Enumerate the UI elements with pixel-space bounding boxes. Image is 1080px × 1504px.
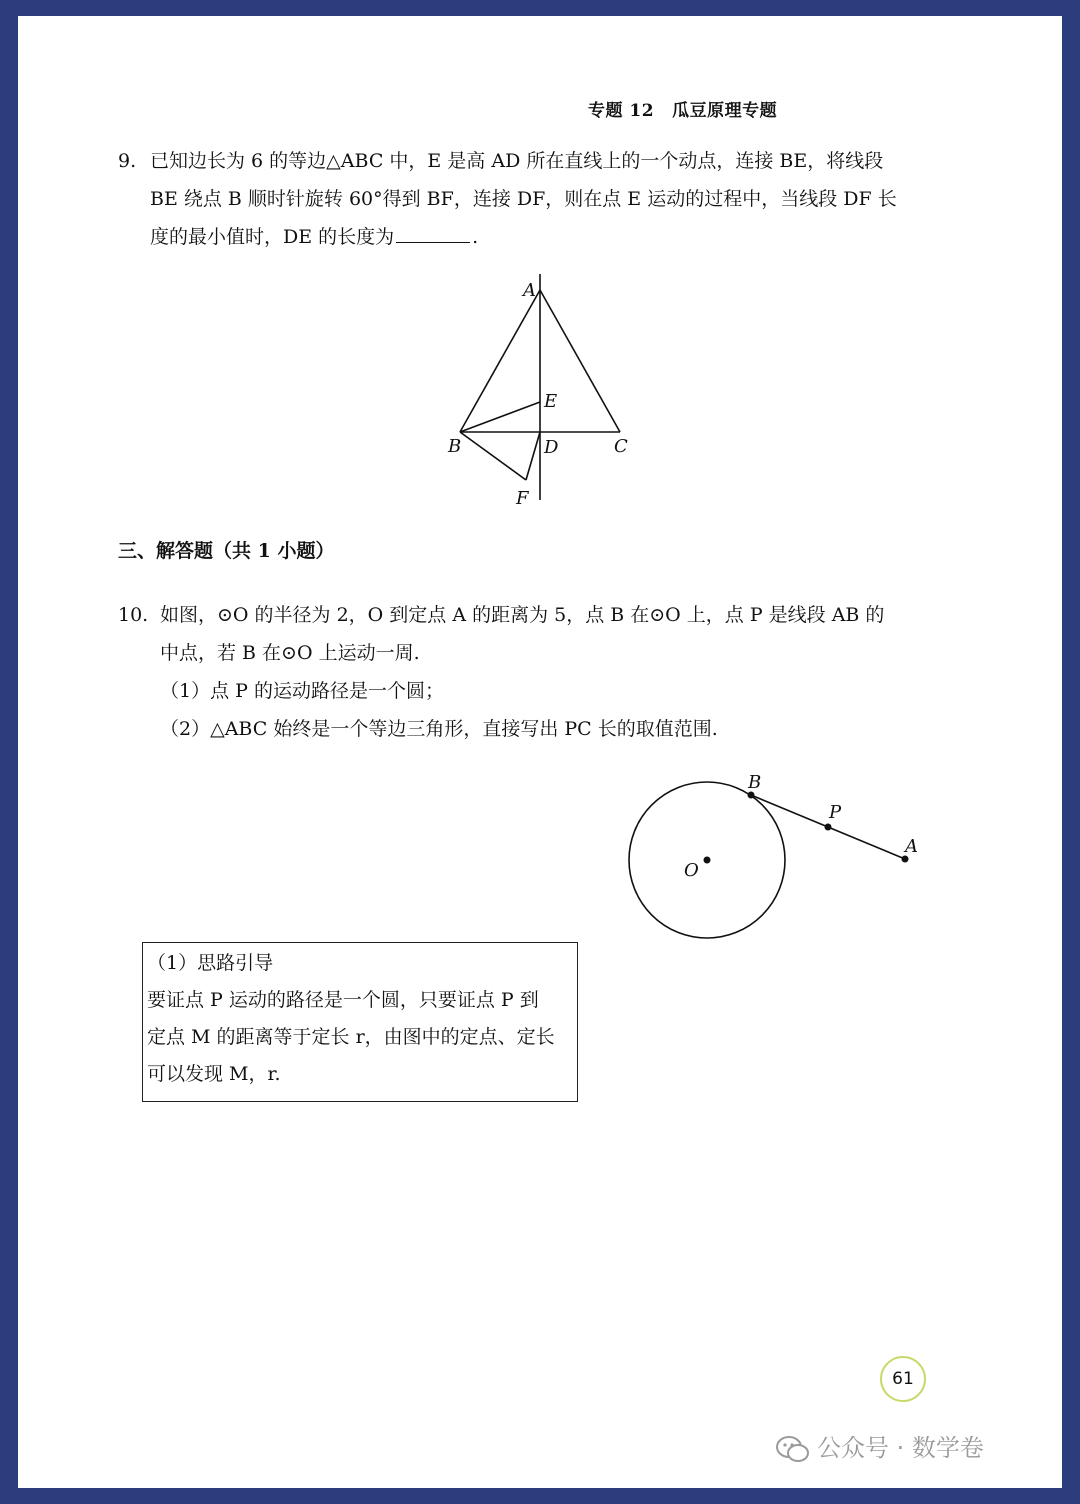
answer-blank[interactable]	[396, 220, 470, 243]
label-a: A	[523, 280, 536, 301]
segment-df	[526, 432, 540, 480]
question-9-line-3-text: 度的最小值时，DE 的长度为	[150, 226, 395, 248]
label-o: O	[684, 860, 699, 881]
label-a2: A	[905, 836, 918, 857]
question-9-number: 9.	[118, 150, 137, 172]
question-9-line-1: 已知边长为 6 的等边△ABC 中，E 是高 AD 所在直线上的一个动点，连接 BE，将线段	[150, 150, 884, 172]
label-b: B	[448, 436, 462, 457]
segment-bf	[460, 432, 526, 480]
question-10-number: 10.	[118, 604, 149, 626]
label-b2: B	[748, 772, 762, 793]
question-10-sub-2: （2）△ABC 始终是一个等边三角形，直接写出 PC 长的取值范围.	[160, 718, 718, 740]
side-ab	[460, 290, 540, 432]
question-10-sub-1: （1）点 P 的运动路径是一个圆；	[160, 680, 444, 702]
header-title: 瓜豆原理专题	[672, 101, 778, 121]
hint-line-2: 定点 M 的距离等于定长 r，由图中的定点、定长	[147, 1026, 555, 1048]
question-9-line-2: BE 绕点 B 顺时针旋转 60°得到 BF，连接 DF，则在点 E 运动的过程中，当线段 DF 长	[150, 188, 897, 210]
segment-be	[460, 402, 540, 432]
figure-circle	[610, 762, 930, 952]
point-p	[825, 824, 832, 831]
question-9-line-3-end: .	[472, 226, 479, 248]
hint-line-1: 要证点 P 运动的路径是一个圆，只要证点 P 到	[147, 989, 539, 1011]
label-d: D	[544, 437, 559, 458]
label-f: F	[516, 488, 529, 509]
label-p: P	[829, 802, 842, 823]
question-10-line-2: 中点，若 B 在⊙O 上运动一周.	[160, 642, 420, 664]
hint-title: （1）思路引导	[147, 952, 274, 974]
point-o	[704, 857, 711, 864]
section-heading: 三、解答题（共 1 小题）	[118, 540, 335, 562]
label-e: E	[544, 391, 558, 412]
question-10-line-1: 如图，⊙O 的半径为 2，O 到定点 A 的距离为 5，点 B 在⊙O 上，点 P 是线段 AB 的	[160, 604, 885, 626]
page-number: 61	[880, 1356, 926, 1402]
hint-line-3: 可以发现 M，r.	[147, 1063, 281, 1085]
label-c: C	[614, 436, 628, 457]
watermark	[775, 1428, 984, 1464]
figure-triangle	[430, 266, 650, 516]
watermark-text: 公众号 · 数学卷	[817, 1434, 984, 1462]
hint-box	[142, 942, 578, 1102]
header-topic: 专题 12	[588, 101, 655, 121]
page-header	[588, 96, 777, 121]
wechat-icon	[775, 1434, 811, 1464]
question-9-line-3	[150, 218, 478, 256]
